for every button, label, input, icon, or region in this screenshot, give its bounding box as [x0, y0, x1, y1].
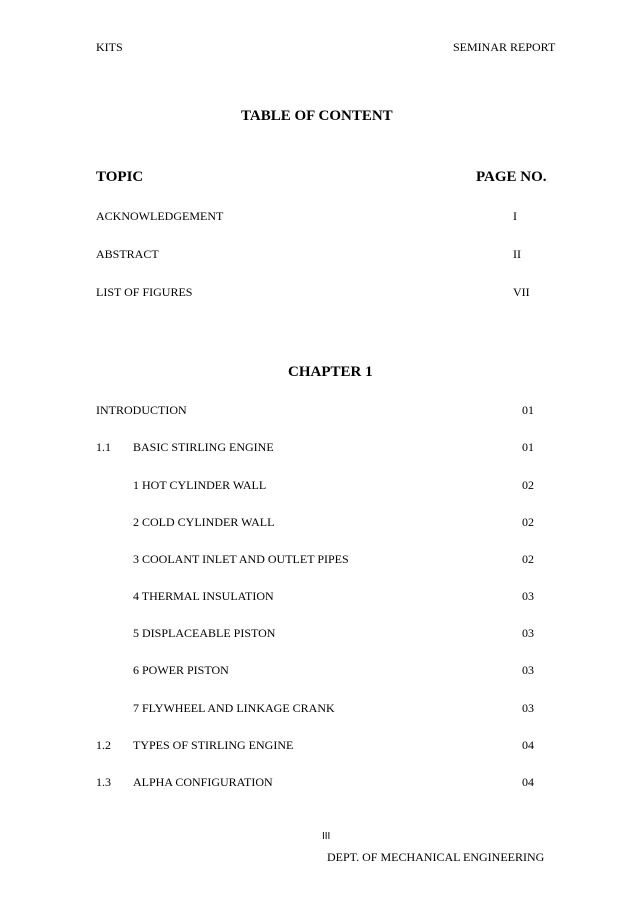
toc-entry-page: VII: [513, 285, 530, 299]
toc-entry-topic: 1 HOT CYLINDER WALL: [133, 478, 267, 492]
toc-entry-topic: TYPES OF STIRLING ENGINE: [133, 738, 294, 752]
toc-entry-page: 01: [522, 403, 534, 417]
page-title: TABLE OF CONTENT: [241, 108, 393, 124]
toc-entry-page: 03: [522, 626, 534, 640]
toc-entry-page: II: [513, 247, 521, 261]
toc-entry-page: 02: [522, 515, 534, 529]
toc-entry-number: 1.1: [96, 440, 111, 454]
header-left: KITS: [96, 40, 123, 54]
toc-entry-page: 02: [522, 552, 534, 566]
toc-entry-page: 03: [522, 701, 534, 715]
toc-entry-page: 04: [522, 738, 534, 752]
column-header-topic: TOPIC: [96, 169, 144, 185]
toc-entry-topic: 2 COLD CYLINDER WALL: [133, 515, 275, 529]
toc-entry-page: 02: [522, 478, 534, 492]
footer-department: DEPT. OF MECHANICAL ENGINEERING: [327, 850, 545, 864]
toc-entry-topic: ABSTRACT: [96, 247, 159, 261]
toc-entry-topic: ACKNOWLEDGEMENT: [96, 209, 224, 223]
toc-entry-number: 1.2: [96, 738, 111, 752]
toc-entry-topic: BASIC STIRLING ENGINE: [133, 440, 274, 454]
toc-entry-topic: 6 POWER PISTON: [133, 663, 229, 677]
toc-entry-page: 04: [522, 775, 534, 789]
chapter-heading: CHAPTER 1: [288, 364, 373, 380]
footer-page-number: III: [322, 831, 331, 842]
toc-entry-page: I: [513, 209, 517, 223]
toc-entry-page: 03: [522, 663, 534, 677]
toc-entry-number: 1.3: [96, 775, 111, 789]
toc-entry-topic: ALPHA CONFIGURATION: [133, 775, 273, 789]
toc-entry-topic: 4 THERMAL INSULATION: [133, 589, 274, 603]
toc-entry-page: 03: [522, 589, 534, 603]
toc-entry-topic: 3 COOLANT INLET AND OUTLET PIPES: [133, 552, 349, 566]
toc-entry-topic: INTRODUCTION: [96, 403, 187, 417]
column-header-page: PAGE NO.: [476, 169, 547, 185]
toc-entry-topic: 7 FLYWHEEL AND LINKAGE CRANK: [133, 701, 335, 715]
toc-entry-page: 01: [522, 440, 534, 454]
header-right: SEMINAR REPORT: [453, 40, 556, 54]
toc-entry-topic: LIST OF FIGURES: [96, 285, 193, 299]
toc-entry-topic: 5 DISPLACEABLE PISTON: [133, 626, 276, 640]
